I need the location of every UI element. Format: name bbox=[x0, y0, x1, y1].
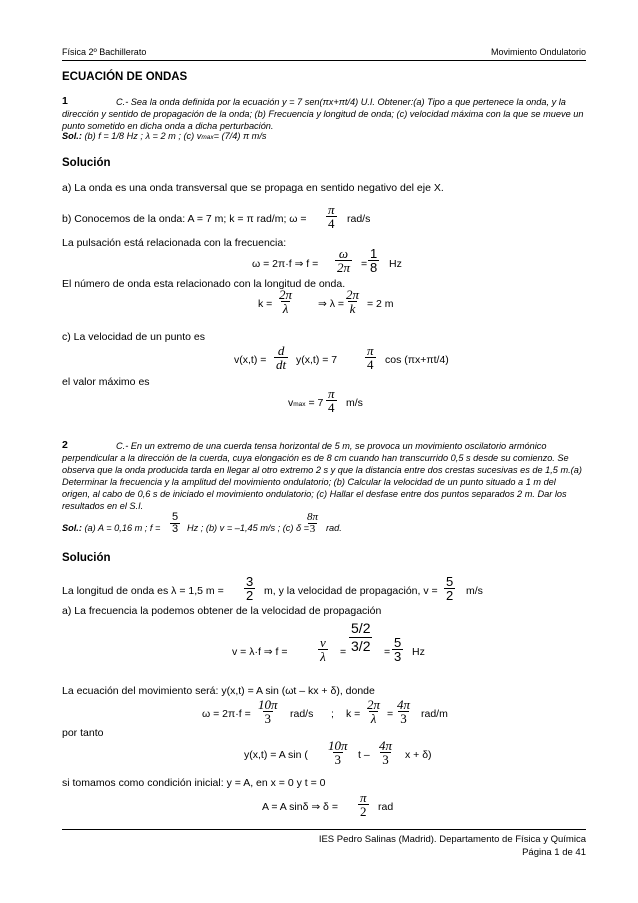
solution-1-c: c) La velocidad de un punto es bbox=[62, 331, 206, 343]
y-middle: t – bbox=[358, 749, 370, 761]
k-2-fraction: $\frac{2\pi}{\lambda}$ bbox=[367, 697, 381, 726]
omega-2-fraction: $\frac{10\pi}{3}$ bbox=[258, 697, 278, 726]
f-result-fraction: $\frac{1}{8}$ bbox=[370, 246, 378, 275]
f-fraction: $\frac{\omega}{2\pi}$ bbox=[337, 246, 351, 275]
omega-equation: ω = 2π·f ⇒ f = bbox=[252, 258, 319, 270]
footer-rule bbox=[62, 829, 586, 830]
equals-2: = bbox=[384, 646, 391, 658]
problem-2-solution-c: rad. bbox=[326, 523, 342, 533]
delta-unit: rad bbox=[378, 801, 394, 813]
initial-condition-text: si tomamos como condición inicial: y = A, en x = 0 y t = 0 bbox=[62, 777, 326, 789]
v-lambda-fraction: $\frac{v}{\lambda}$ bbox=[320, 635, 326, 664]
lambda-arrow: ⇒ λ = bbox=[318, 298, 345, 310]
max-value-text: el valor máximo es bbox=[62, 376, 150, 388]
solution-1-heading: Solución bbox=[62, 157, 111, 169]
wavelength-text: La longitud de onda es λ = 1,5 m = bbox=[62, 585, 224, 597]
velocity-middle: y(x,t) = 7 bbox=[296, 354, 338, 366]
speed-unit: m/s bbox=[466, 585, 483, 597]
sol-label: Sol.: bbox=[62, 131, 82, 141]
footer-page-number: Página 1 de 41 bbox=[522, 847, 586, 858]
k-equation: k = bbox=[258, 298, 273, 310]
k-2-equation: k = bbox=[346, 708, 361, 720]
equals-1: = bbox=[340, 646, 347, 658]
sol-delta-fraction: $\frac{8\pi}{3}$ bbox=[307, 511, 319, 535]
vmax-equation: vmax = 7 bbox=[288, 397, 324, 409]
speed-fraction: $\frac{5}{2}$ bbox=[446, 574, 454, 603]
omega-2-equation: ω = 2π·f = bbox=[202, 708, 251, 720]
velocity-cos: cos (πx+πt/4) bbox=[385, 354, 449, 366]
problem-1-statement: C.- Sea la onda definida por la ecuación y = 7 sen(πx+πt/4) U.I. Obtener:(a) Tipo a que pertenece la onda, y la dirección y sentido de propagación de la onda; (b) Frecuencia y longitud de onda; (c) velocidad máxima con la que se mueve un punto sometido en dicha onda a dicha perturbación. bbox=[62, 97, 584, 131]
freq-result-fraction: $\frac{5}{3}$ bbox=[394, 635, 402, 664]
lambda-result: = 2 m bbox=[367, 298, 394, 310]
freq-unit: Hz bbox=[412, 646, 425, 658]
k-2-unit: rad/m bbox=[421, 708, 448, 720]
y-equation: y(x,t) = A sin ( bbox=[244, 749, 308, 761]
problem-1-number: 1 bbox=[62, 95, 68, 107]
problem-2-number: 2 bbox=[62, 439, 68, 451]
y-end: x + δ) bbox=[405, 749, 432, 761]
vmax-unit: m/s bbox=[346, 397, 363, 409]
velocity-equation: v(x,t) = bbox=[234, 354, 267, 366]
header-left: Física 2º Bachillerato bbox=[62, 47, 147, 57]
header-right: Movimiento Ondulatorio bbox=[490, 47, 586, 57]
problem-2-solution-a: Sol.: (a) A = 0,16 m ; f = bbox=[62, 523, 161, 533]
omega-fraction: $\frac{\pi}{4}$ bbox=[328, 202, 335, 231]
footer-institution: IES Pedro Salinas (Madrid). Departamento de Física y Química bbox=[318, 834, 586, 845]
delta-fraction: $\frac{\pi}{2}$ bbox=[360, 790, 367, 819]
wavelength-fraction: $\frac{3}{2}$ bbox=[246, 574, 254, 603]
compound-fraction: $\frac{5/2}{3/2}$ bbox=[351, 620, 371, 654]
problem-2-solution-b: Hz ; (b) v = –1,45 m/s ; (c) δ = bbox=[187, 523, 310, 533]
problem-1-solution bbox=[62, 130, 266, 144]
motion-equation-text: La ecuación del movimiento será: y(x,t) = A sin (ωt – kx + δ), donde bbox=[62, 685, 375, 697]
equals-sign: = bbox=[361, 258, 368, 270]
therefore-text: por tanto bbox=[62, 727, 104, 739]
k-fraction: $\frac{2\pi}{\lambda}$ bbox=[279, 287, 293, 316]
omega-2-unit: rad/s bbox=[290, 708, 314, 720]
solution-2-heading: Solución bbox=[62, 552, 111, 564]
frequency-text: a) La frecuencia la podemos obtener de la velocidad de propagación bbox=[62, 605, 382, 617]
omega-unit: rad/s bbox=[347, 213, 371, 225]
sol-text-a: (b) f = 1/8 Hz ; λ = 2 m ; (c) v bbox=[84, 131, 202, 141]
problem-2-statement: C.- En un extremo de una cuerda tensa horizontal de 5 m, se provoca un movimiento oscilatorio armónico perpendicular a la dirección de la cuerda, cuya elongación es de 8 cm cuando han transcurrido 0,5 s desde su comienzo. Se observa que la onda producida tarda en llegar al otro extremo 2 s y que la distancia entre dos crestas sucesivas es de 1,5 m.(a) Determinar la frecuencia y la amplitud del movimiento ondulatorio; (b) Calcular la velocidad de un punto situado a 1 m del origen, al cabo de 0,6 s de iniciado el movimiento ondulatorio; (c) Hallar el desfase entre dos puntos separados 2 m. Dar los resultados en el S.I. bbox=[62, 441, 582, 511]
propagation-text: m, y la velocidad de propagación, v = bbox=[264, 585, 438, 597]
sol-text-b: = (7/4) π m/s bbox=[213, 131, 267, 141]
document-title: ECUACIÓN DE ONDAS bbox=[62, 71, 188, 83]
pulsation-text: La pulsación está relacionada con la frecuencia: bbox=[62, 237, 287, 249]
velocity-fraction: $\frac{\pi}{4}$ bbox=[367, 343, 374, 372]
sol-f-fraction: $\frac{5}{3}$ bbox=[172, 511, 179, 535]
vmax-fraction: $\frac{\pi}{4}$ bbox=[328, 386, 335, 415]
k-2-result-fraction: $\frac{4\pi}{3}$ bbox=[397, 697, 411, 726]
delta-equation: A = A sinδ ⇒ δ = bbox=[262, 801, 338, 813]
freq-equation: v = λ·f ⇒ f = bbox=[232, 646, 288, 658]
derivative-fraction: $\frac{d}{dt}$ bbox=[276, 343, 287, 372]
hz-unit: Hz bbox=[389, 258, 402, 270]
wave-number-text: El número de onda esta relacionado con la longitud de onda. bbox=[62, 278, 346, 290]
y-k-fraction: $\frac{4\pi}{3}$ bbox=[379, 738, 393, 767]
solution-1-b: b) Conocemos de la onda: A = 7 m; k = π rad/m; ω = bbox=[62, 213, 307, 225]
lambda-fraction: $\frac{2\pi}{k}$ bbox=[346, 287, 360, 316]
solution-1-a: a) La onda es una onda transversal que se propaga en sentido negativo del eje X. bbox=[62, 182, 444, 194]
k-2-equals: = bbox=[387, 708, 394, 720]
y-omega-fraction: $\frac{10\pi}{3}$ bbox=[328, 738, 348, 767]
sol-sub: max bbox=[201, 134, 214, 141]
separator: ; bbox=[331, 708, 334, 720]
header-rule bbox=[62, 60, 586, 61]
